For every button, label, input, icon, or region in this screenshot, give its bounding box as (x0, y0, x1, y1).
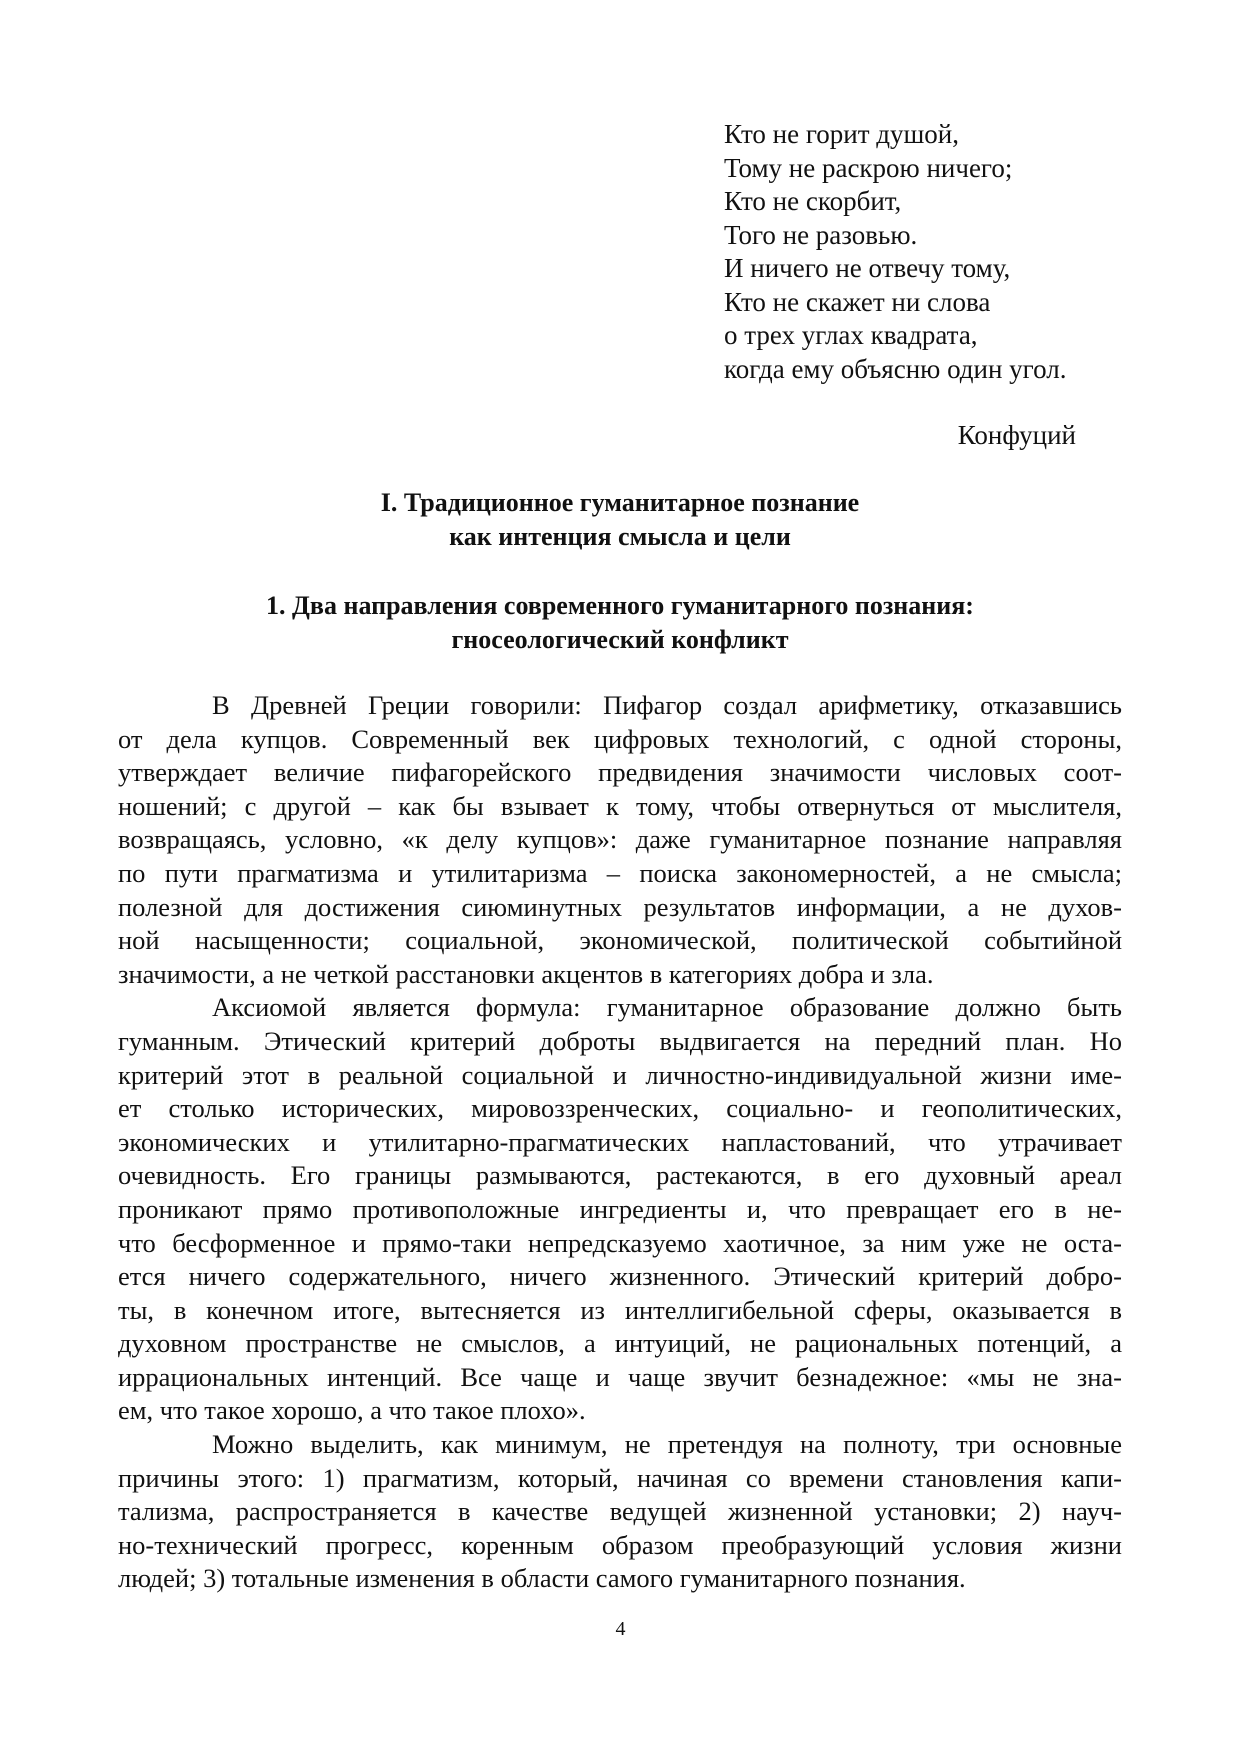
text-line: ты, в конечном итоге, вытесняется из интеллигибельной сферы, оказывается в (118, 1294, 1122, 1325)
epigraph-author: Конфуций (957, 420, 1076, 450)
text-line: ем, что такое хорошо, а что такое плохо». (118, 1395, 586, 1426)
chapter-title-line: I. Традиционное гуманитарное познание (380, 488, 860, 517)
text-line: что бесформенное и прямо-таки непредсказуемо хаотичное, за ним уже не оста- (118, 1227, 1122, 1258)
text-line: В Древней Греции говорили: Пифагор создал арифметику, отказавшись (212, 690, 1122, 720)
text-line: тализма, распространяется в качестве ведущей жизненной установки; 2) науч- (118, 1496, 1122, 1527)
section-title-line: гносеологический конфликт (451, 625, 789, 654)
chapter-title (118, 486, 1122, 554)
text-line: экономических и утилитарно-прагматических напластований, что утрачивает (118, 1126, 1122, 1157)
text-line: иррациональных интенций. Все чаще и чаще звучит безнадежное: «мы не зна- (118, 1361, 1122, 1392)
text-line: проникают прямо противоположные ингредиенты и, что превращает его в не- (118, 1193, 1122, 1224)
epigraph (724, 118, 1164, 386)
epigraph-line: Кто не скажет ни слова (724, 286, 991, 317)
text-line: от дела купцов. Современный век цифровых технологий, с одной стороны, (118, 723, 1122, 754)
text-line: возвращаясь, условно, «к делу купцов»: даже гуманитарное познание направляя (118, 824, 1122, 855)
paragraph (118, 1428, 1122, 1596)
paragraph (118, 689, 1122, 991)
text-line: ется ничего содержательного, ничего жизненного. Этический критерий добро- (118, 1261, 1122, 1292)
text-line: ет столько исторических, мировоззренческих, социально- и геополитических, (118, 1093, 1122, 1124)
epigraph-line: Кто не скорбит, (724, 186, 902, 216)
section-title-line: 1. Два направления современного гуманитарного познания: (266, 591, 974, 620)
body-text (118, 689, 1122, 1596)
text-line: духовном пространстве не смыслов, а интуиций, не рациональных потенций, а (118, 1328, 1122, 1359)
text-line: по пути прагматизма и утилитаризма – поиска закономерностей, а не смысла; (118, 857, 1122, 888)
text-line: причины этого: 1) прагматизм, который, начиная со времени становления капи- (118, 1462, 1122, 1493)
text-line: полезной для достижения сиюминутных результатов информации, а не духов- (118, 891, 1122, 922)
text-line: гуманным. Этический критерий доброты выдвигается на передний план. Но (118, 1025, 1122, 1056)
epigraph-line: Кто не горит душой, (724, 119, 959, 149)
text-line: значимости, а не четкой расстановки акцентов в категориях добра и зла. (118, 958, 934, 989)
text-line: но-технический прогресс, коренным образом преобразующий условия жизни (118, 1529, 1122, 1560)
chapter-title-line: как интенция смысла и цели (449, 522, 791, 551)
text-line: людей; 3) тотальные изменения в области самого гуманитарного познания. (118, 1563, 966, 1594)
section-title (118, 589, 1122, 657)
paragraph (118, 991, 1122, 1428)
text-line: очевидность. Его границы размываются, растекаются, в его духовный ареал (118, 1160, 1122, 1191)
epigraph-line: о трех углах квадрата, (724, 320, 978, 350)
text-line: ной насыщенности; социальной, экономической, политической событийной (118, 925, 1122, 956)
epigraph-line: когда ему объясню один угол. (724, 353, 1067, 384)
text-line: критерий этот в реальной социальной и личностно-индивидуальной жизни име- (118, 1059, 1122, 1090)
text-line: утверждает величие пифагорейского предвидения значимости числовых соот- (118, 757, 1122, 788)
text-line: ношений; с другой – как бы взывает к тому, чтобы отвернуться от мыслителя, (118, 790, 1122, 821)
epigraph-line: И ничего не отвечу тому, (724, 253, 1011, 283)
epigraph-line: Тому не раскрою ничего; (724, 152, 1013, 183)
text-line: Можно выделить, как минимум, не претендуя на полноту, три основные (212, 1429, 1122, 1460)
epigraph-line: Того не разовью. (724, 219, 918, 250)
page-number: 4 (615, 1618, 626, 1640)
text-line: Аксиомой является формула: гуманитарное образование должно быть (212, 992, 1122, 1023)
